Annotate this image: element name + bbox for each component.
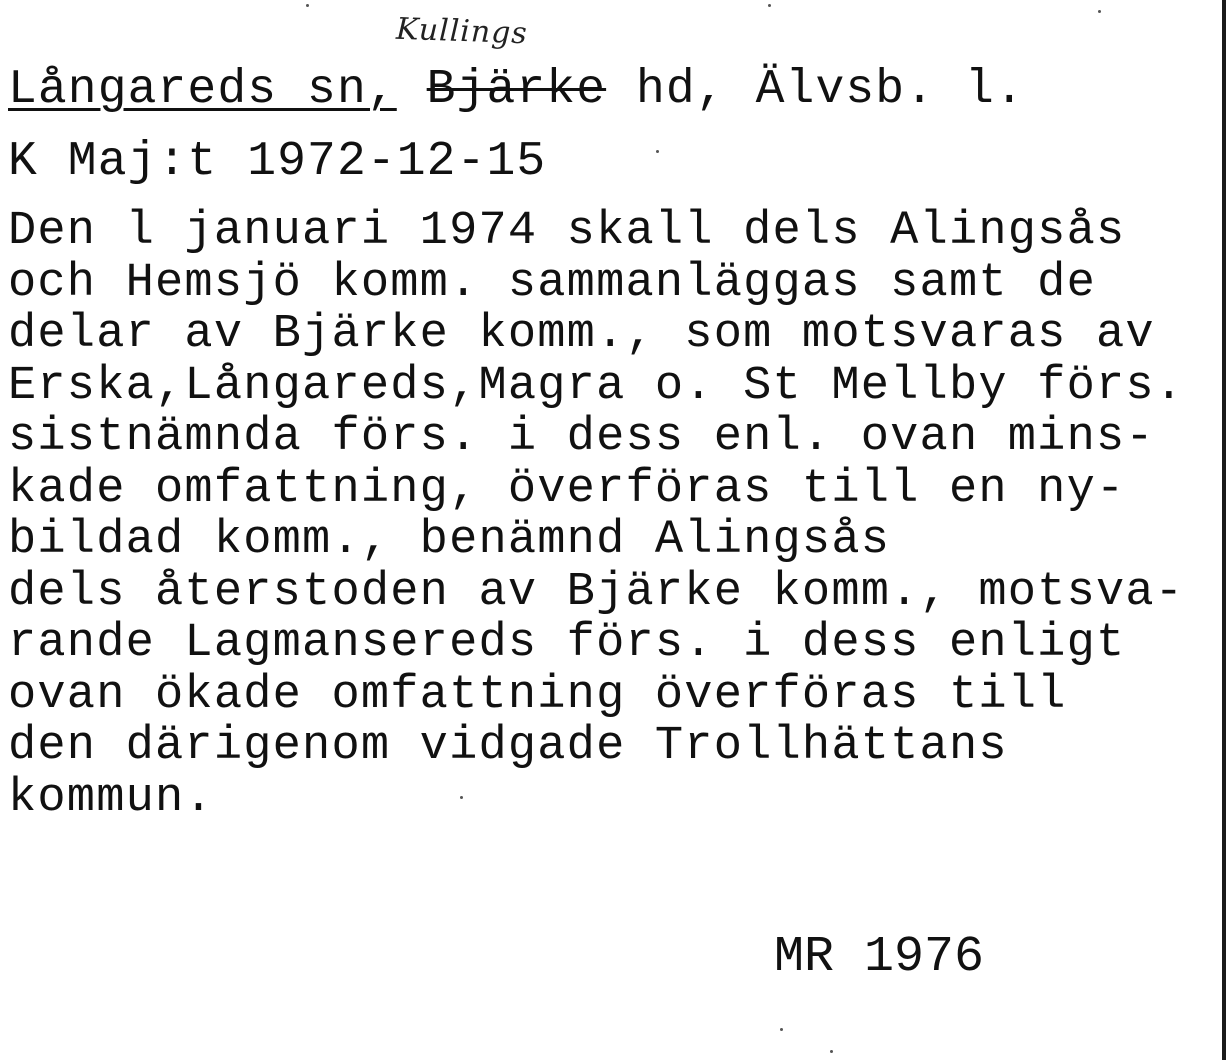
body-line: Den l januari 1974 skall dels Alingsås xyxy=(8,205,1126,258)
scan-speck xyxy=(768,4,771,7)
body-line: delar av Bjärke komm., som motsvaras av xyxy=(8,308,1155,361)
scan-speck xyxy=(460,796,463,799)
card-body xyxy=(8,206,1184,824)
parish-name: Långareds sn, xyxy=(8,63,397,117)
scan-speck xyxy=(830,1050,833,1053)
struck-hundred-name: Bjärke xyxy=(426,63,607,117)
body-line: och Hemsjö komm. sammanläggas samt de xyxy=(8,256,1096,310)
card-edge-line xyxy=(1222,0,1226,1060)
body-line: sistnämnda förs. i dess enl. ovan mins- xyxy=(8,411,1155,464)
body-line: kommun. xyxy=(8,771,214,825)
body-line: ovan ökade omfattning överföras till xyxy=(8,668,1067,722)
signature-date: MR 1976 xyxy=(774,929,985,986)
body-line: Erska,Långareds,Magra o. St Mellby förs. xyxy=(8,359,1185,413)
handwritten-annotation: Kullings xyxy=(395,11,529,52)
scan-speck xyxy=(1098,10,1101,13)
header-rest: hd, Älvsb. l. xyxy=(606,63,1025,117)
scan-speck xyxy=(656,150,659,153)
card-header xyxy=(8,64,1025,116)
body-line: rande Lagmansereds förs. i dess enligt xyxy=(8,617,1126,670)
decision-line: K Maj:t 1972-12-15 xyxy=(8,135,547,189)
body-line: bildad komm., benämnd Alingsås xyxy=(8,514,891,567)
body-line: dels återstoden av Bjärke komm., motsva- xyxy=(8,565,1185,619)
body-line: den därigenom vidgade Trollhättans xyxy=(8,720,1008,773)
body-line: kade omfattning, överföras till en ny- xyxy=(8,462,1126,516)
scan-speck xyxy=(306,4,309,7)
scan-speck xyxy=(780,1028,783,1031)
